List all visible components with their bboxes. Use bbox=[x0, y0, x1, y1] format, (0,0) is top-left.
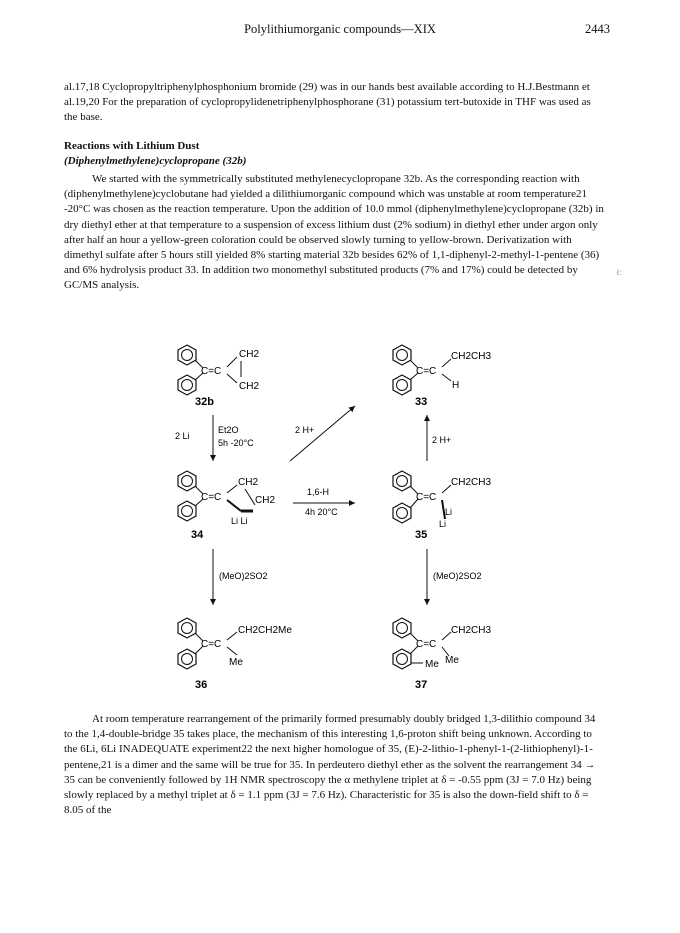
page-number: 2443 bbox=[585, 22, 610, 36]
ch2-label: CH2 bbox=[239, 349, 260, 360]
proton-label: 2 H+ bbox=[295, 425, 315, 435]
ch2-label: CH2 bbox=[255, 495, 276, 506]
ch2-label: CH2 bbox=[238, 477, 259, 488]
compound-number-35: 35 bbox=[415, 529, 428, 541]
subsection-heading: (Diphenylmethylene)cyclopropane (32b) bbox=[64, 155, 247, 167]
li-label: Li bbox=[445, 507, 453, 517]
li-label: Li Li bbox=[231, 516, 248, 526]
shift-label: 1,6-H bbox=[307, 487, 330, 497]
compound-number-34: 34 bbox=[191, 529, 204, 541]
paragraph-experiment: We started with the symmetrically substituted methylenecyclopropane 32b. As the corresponding reaction with (diphenylmethylene)cyclobutane had yielded a dilithiumorganic compound which was unstable at room temperature21 -20°C was chosen as the reaction temperature. Upon the addition of 10.0 mmol (diphenylmethylene)cyclopropane (32b) in dry diethyl ether at that temperature to a suspension of excess lithium dust (2% sodium) in diethyl ether under argon only after half an hour a yellow-green coloration could be observed slowly turning to yellow-brown. Derivatization with dimethyl sulfate after 5 hours still yielded 8% starting material 32b besides 62% of 1,1-diphenyl-2-methyl-1-pentene (36) and 6% hydrolysis product 33. In addition two monomethyl substituted products (7% and 17%) could be detected by GC/MS analysis. bbox=[64, 173, 604, 292]
me-label: Me bbox=[425, 659, 439, 670]
compound-33-structure bbox=[393, 345, 491, 408]
conditions-label: 5h -20°C bbox=[218, 438, 254, 448]
li-label: Li bbox=[439, 519, 447, 529]
section-heading: Reactions with Lithium Dust bbox=[64, 140, 200, 152]
margin-mark: ℓ: bbox=[616, 268, 623, 277]
ch2ch3-label: CH2CH3 bbox=[451, 351, 492, 362]
h-label: H bbox=[452, 380, 460, 391]
ceqc-33: C=C bbox=[416, 366, 437, 377]
ceqc-32b: C=C bbox=[201, 366, 222, 377]
reaction-scheme bbox=[145, 343, 545, 698]
paragraph-intro: al.17,18 Cyclopropyltriphenylphosphonium bromide (29) was in our hands best available according to H.J.Bestmann et al.19,20 For the preparation of cyclopropylidenetriphenylphosphorane (31) potassium tert-butoxide in THF was used as the base. bbox=[64, 81, 591, 124]
compound-number-37: 37 bbox=[415, 679, 428, 691]
me-label: Me bbox=[445, 655, 459, 666]
ceqc-34: C=C bbox=[201, 492, 222, 503]
running-header bbox=[0, 22, 680, 42]
compound-36-structure bbox=[178, 618, 292, 691]
reagent-label: (MeO)2SO2 bbox=[219, 571, 268, 581]
reagent-label: (MeO)2SO2 bbox=[433, 571, 482, 581]
compound-number-36: 36 bbox=[195, 679, 208, 691]
paragraph-discussion: At room temperature rearrangement of the primarily formed presumably doubly bridged 1,3-dilithio compound 34 to the 1,4-double-bridge 35 takes place, the mechanism of this interesting 1,6-proton shift being unknown. According to the 6Li, 6Li INADEQUATE experiment22 the next higher homologue of 35, (E)-2-lithio-1-phenyl-1-(2-lithiophenyl)-1-pentene,21 is a dimer and the same will be true for 35. In perdeutero diethyl ether as the solvent the rearrangement 34 → 35 can be conveniently followed by 1H NMR spectroscopy the α methylene triplet at δ = -0.55 ppm (3J = 7.0 Hz) being slowly replaced by a methyl triplet at δ = 1.1 ppm (3J = 7.6 Hz). Characteristic for 35 is also the down-field shift to δ = 8.05 of the bbox=[64, 713, 596, 817]
shift-conditions: 4h 20°C bbox=[305, 507, 338, 517]
ceqc-36: C=C bbox=[201, 639, 222, 650]
ceqc-37: C=C bbox=[416, 639, 437, 650]
me-label: Me bbox=[229, 657, 243, 668]
compound-number-32b: 32b bbox=[195, 396, 214, 408]
compound-32b-structure bbox=[178, 345, 259, 408]
compound-number-33: 33 bbox=[415, 396, 428, 408]
compound-34-structure bbox=[178, 471, 275, 541]
solvent-label: Et2O bbox=[218, 425, 239, 435]
ch2ch3-label: CH2CH3 bbox=[451, 625, 492, 636]
compound-35-structure bbox=[393, 471, 491, 541]
ch2ch2me-label: CH2CH2Me bbox=[238, 625, 292, 636]
ceqc-35: C=C bbox=[416, 492, 437, 503]
proton-label-b: 2 H+ bbox=[432, 435, 452, 445]
running-title: Polylithiumorganic compounds—XIX bbox=[244, 22, 436, 36]
ch2ch3-label: CH2CH3 bbox=[451, 477, 492, 488]
compound-37-structure bbox=[393, 618, 491, 691]
ch2-label: CH2 bbox=[239, 381, 260, 392]
reagent-li: 2 Li bbox=[175, 431, 190, 441]
